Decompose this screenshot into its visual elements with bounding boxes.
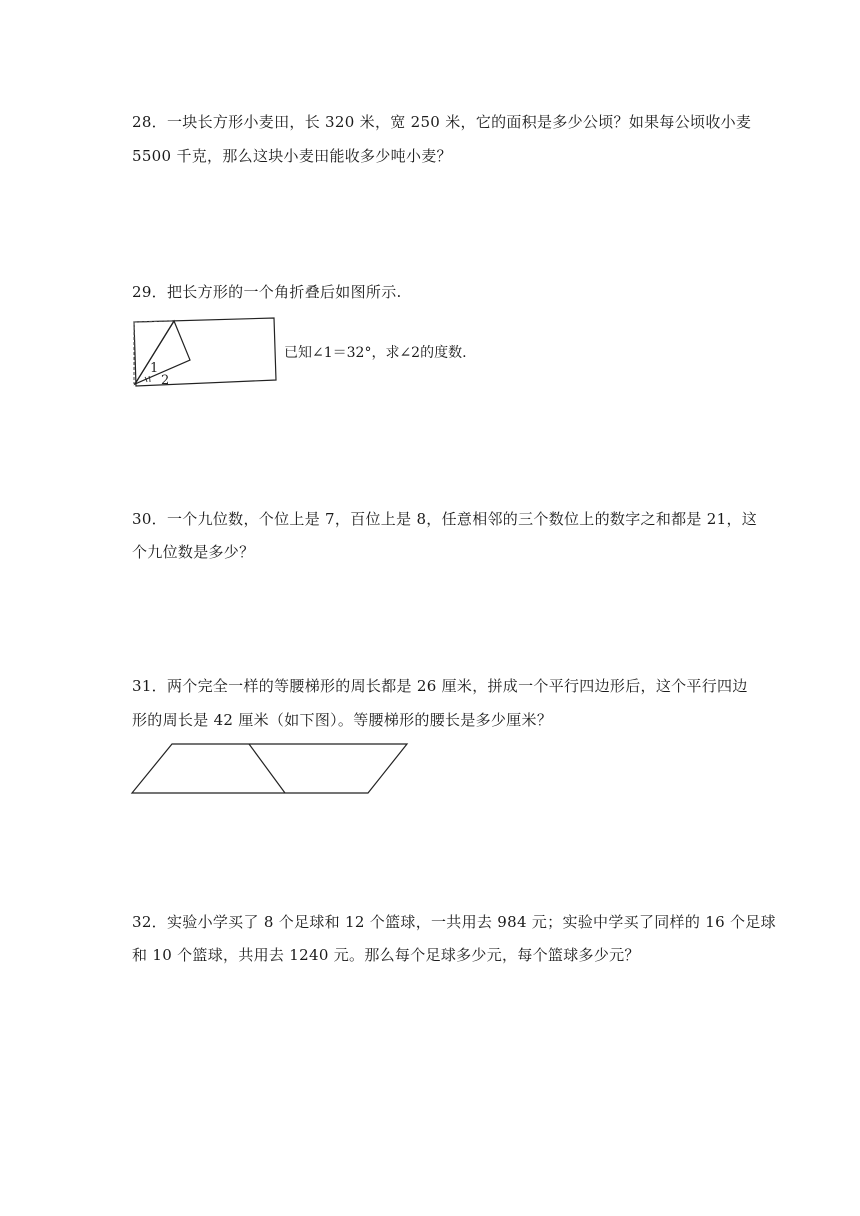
- trapezoid-divider: [249, 744, 285, 793]
- question-29-line-1: 29．把长方形的一个角折叠后如图所示.: [132, 283, 402, 301]
- question-31-line-1: 31．两个完全一样的等腰梯形的周长都是 26 厘米，拼成一个平行四边形后，这个平行四边: [132, 677, 748, 695]
- folded-rectangle-figure: [128, 314, 282, 392]
- parallelogram-trapezoid-figure: [128, 740, 412, 798]
- question-32-line-1: 32．实验小学买了 8 个足球和 12 个篮球，一共用去 984 元；实验中学买了同样的 16 个足球: [132, 913, 776, 931]
- parallelogram-outline: [132, 744, 407, 793]
- question-30-line-2: 个九位数是多少？: [132, 543, 255, 561]
- angle-1-label: 1: [150, 361, 159, 376]
- question-30-line-1: 30．一个九位数，个位上是 7，百位上是 8，任意相邻的三个数位上的数字之和都是 21，这: [132, 510, 758, 528]
- question-28-line-2: 5500 千克，那么这块小麦田能收多少吨小麦？: [132, 147, 452, 165]
- question-28-line-1: 28．一块长方形小麦田，长 320 米，宽 250 米，它的面积是多少公顷？如果每公顷收小麦: [132, 113, 752, 131]
- question-32-line-2: 和 10 个篮球，共用去 1240 元。那么每个足球多少元，每个篮球多少元？: [132, 946, 640, 964]
- angle-2-label: 2: [161, 373, 170, 388]
- question-31-line-2: 形的周长是 42 厘米（如下图）。等腰梯形的腰长是多少厘米？: [132, 711, 553, 729]
- question-29-caption: 已知∠1＝32°，求∠2的度数.: [284, 345, 467, 361]
